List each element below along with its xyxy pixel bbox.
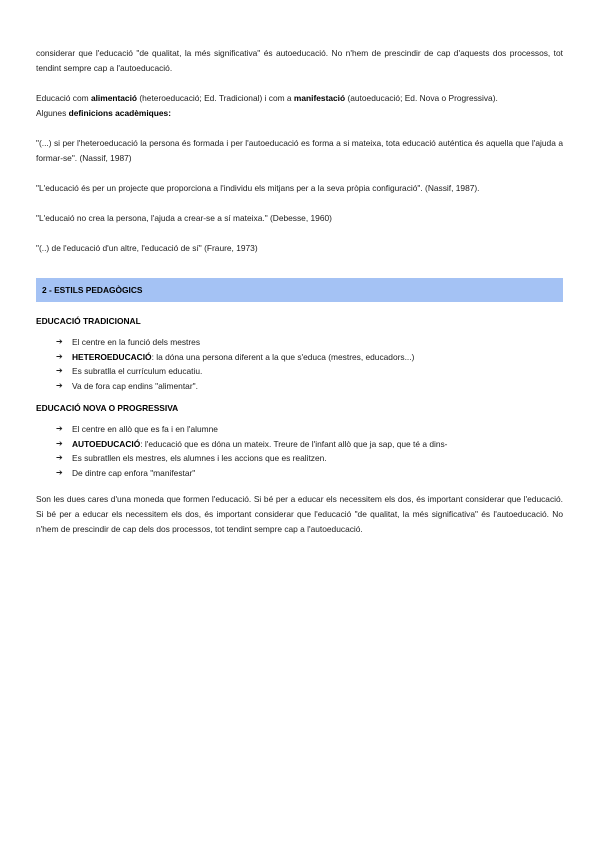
heading-progressive: EDUCACIÓ NOVA O PROGRESSIVA	[36, 403, 179, 413]
quote-fraure: "(..) de l'educació d'un altre, l'educació de sí" (Fraure, 1973)	[36, 243, 258, 253]
list-item-text: AUTOEDUCACIÓ: l'educació que es dóna un mateix. Treure de l'infant allò que ja sap, que té a dins-	[72, 438, 448, 449]
list-item-text: Va de fora cap endins "alimentar".	[72, 380, 198, 391]
arrow-right-icon: ➔	[56, 438, 63, 448]
quote-debesse: "L'educaió no crea la persona, l'ajuda a crear-se a sí mateixa." (Debesse, 1960)	[36, 213, 332, 223]
list-item	[36, 437, 563, 452]
list-item	[36, 451, 563, 466]
section-title: 2 - ESTILS PEDAGÒGICS	[42, 284, 143, 295]
list-item-text: Es subratllen els mestres, els alumnes i les accions que es realitzen.	[72, 453, 327, 463]
quote-nassif-2: "L'educació és per un projecte que proporciona a l'individu els mitjans per a la seva pròpia configuració". (Nassif, 1987).	[36, 183, 480, 193]
arrow-right-icon: ➔	[56, 337, 63, 346]
closing-paragraph: Son les dues cares d'una moneda que formen l'educació. Si bé per a educar els necessitem els dos, és important considerar que l'educació. Si bé per a educar els necessitem els dos, és important considerar que l'educació "de qualitat, la més significativa" és l'autoeducació. No n'hem de prescindir de cap dels dos processos, tot tendint sempre cap a l'autoeducació.	[36, 494, 563, 534]
quote-nassif-1: "(...) si per l'heteroeducació la persona és formada i per l'autoeducació es forma a si mateixa, tota educació auténtica és aquella que l'ajuda a formar-se". (Nassif, 1987)	[36, 138, 563, 163]
arrow-right-icon: ➔	[56, 366, 63, 375]
definitions-line	[36, 106, 563, 121]
bold-term-alimentacio: alimentació	[90, 93, 138, 103]
heading-traditional: EDUCACIÓ TRADICIONAL	[36, 316, 141, 326]
arrow-right-icon: ➔	[56, 453, 63, 462]
list-item-text: De dintre cap enfora "manifestar"	[72, 467, 196, 478]
list-item-text: El centre en la funció dels mestres	[72, 337, 201, 347]
list-item-text: El centre en allò que es fa i en l'alumne	[72, 424, 218, 434]
arrow-right-icon: ➔	[56, 351, 63, 361]
list-item	[36, 379, 563, 394]
text-run: Educació com	[36, 93, 91, 103]
list-item	[36, 466, 563, 481]
text-run: (heteroeducació; Ed. Tradicional) i com a	[137, 93, 294, 103]
list-item-text: HETEROEDUCACIÓ: la dóna una persona diferent a la que s'educa (mestres, educadors...)	[72, 351, 415, 362]
education-line	[36, 91, 563, 106]
list-item	[36, 350, 563, 365]
document-page	[36, 46, 563, 537]
list-item	[36, 422, 563, 437]
list-item	[36, 335, 563, 350]
text-run: (autoeducació; Ed. Nova o Progressiva).	[345, 93, 498, 103]
bold-term-manifestacio: manifestació	[293, 93, 346, 103]
list-item	[36, 364, 563, 379]
arrow-right-icon: ➔	[56, 424, 63, 433]
text-run: Algunes	[36, 108, 69, 118]
list-item-text: Es subratlla el currículum educatiu.	[72, 366, 203, 376]
bold-term-definitions: definicions acadèmiques:	[68, 108, 171, 118]
traditional-list	[36, 335, 563, 393]
arrow-right-icon: ➔	[56, 467, 63, 477]
intro-paragraph: considerar que l'educació "de qualitat, la més significativa" és autoeducació. No n'hem de prescindir de cap d'aquests dos processos, tot tendint sempre cap a l'autoeducació.	[36, 48, 563, 73]
progressive-list	[36, 422, 563, 480]
section-header	[36, 278, 563, 302]
arrow-right-icon: ➔	[56, 380, 63, 390]
